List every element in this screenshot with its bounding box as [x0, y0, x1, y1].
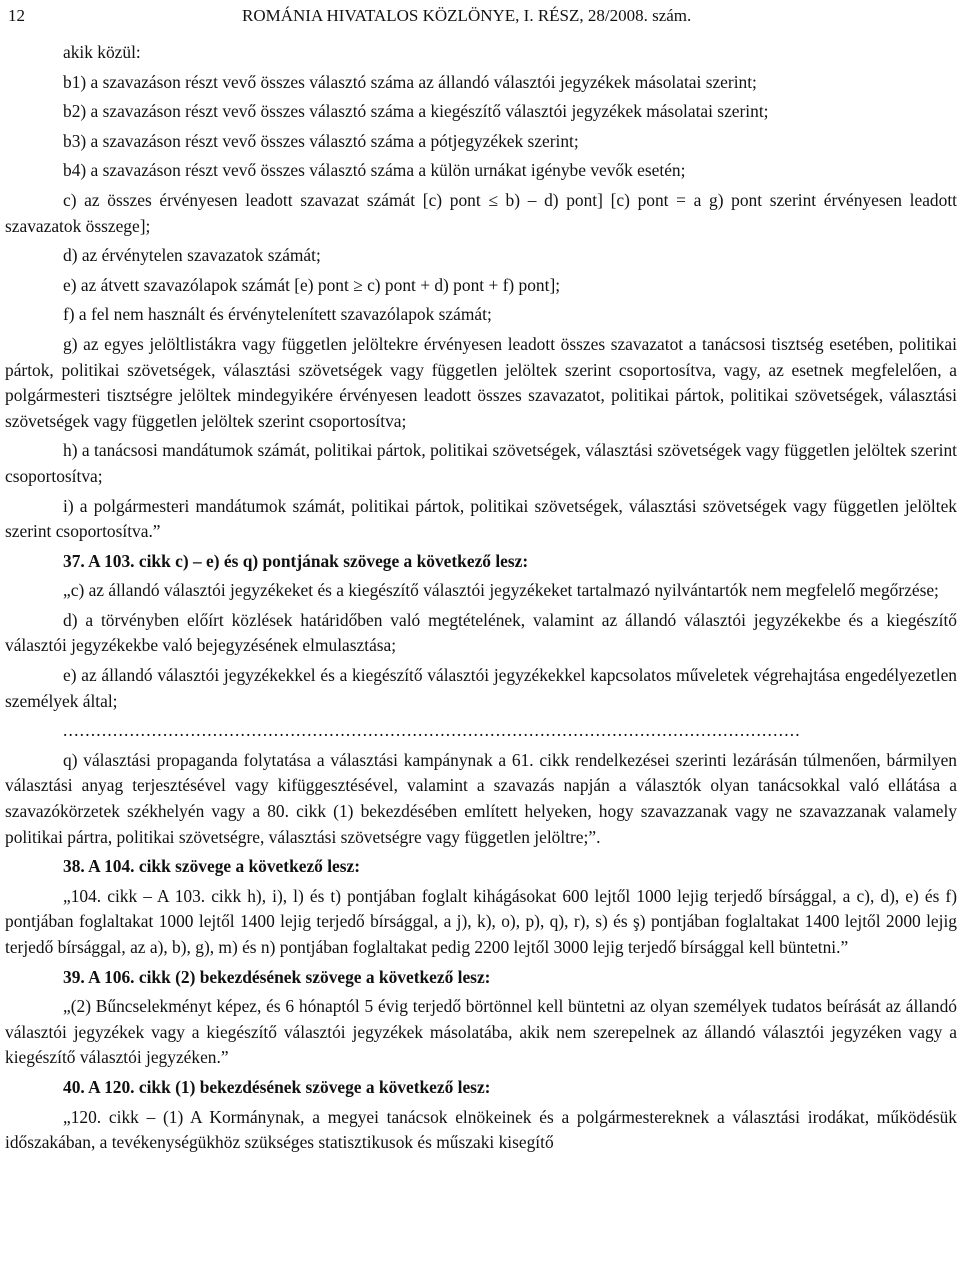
paragraph-intro: akik közül:	[63, 42, 141, 62]
section-heading-40: 40. A 120. cikk (1) bekezdésének szövege a következő lesz:	[63, 1076, 491, 1097]
list-item-h: h) a tanácsosi mandátumok számát, politikai pártok, politikai szövetségek, választási szövetségek vagy független jelöltek szerint csoportosítva;	[5, 440, 957, 486]
article-104-text: „104. cikk – A 103. cikk h), i), l) és t) pontjában foglalt kihágásokat 600 lejtől 1000 lejig terjedő bírsággal, a c), d), e) és f) pontjában foglaltakat 1000 lejtől 1400 lejig terjedő bírsággal, a j), k), o), p), q), r), s) és ş) pontjában foglaltakat 1400 lejtől 2000 lejig terjedő bírsággal, az a), b), g), m) és n) pontjában foglaltakat pedig 2200 lejtől 3000 lejig terjedő bírsággal kell büntetni.”	[5, 885, 957, 957]
section-heading-38: 38. A 104. cikk szövege a következő lesz:	[63, 856, 361, 877]
list-item-b3: b3) a szavazáson részt vevő összes választó száma a pótjegyzékek szerint;	[63, 130, 579, 151]
list-item-e: e) az átvett szavazólapok számát [e) pont ≥ c) pont + d) pont + f) pont];	[63, 274, 561, 295]
page-number: 12	[8, 6, 25, 25]
list-item-b4: b4) a szavazáson részt vevő összes választó száma a külön urnákat igénybe vevők esetén;	[63, 160, 686, 181]
amendment-c: „c) az állandó választói jegyzékeket és a kiegészítő választói jegyzékeket tartalmazó nyilvántartók nem megfelelő megőrzése;	[63, 580, 939, 601]
article-120-text: „120. cikk – (1) A Kormánynak, a megyei tanácsok elnökeinek és a polgármestereknek a választási irodákat, működésük időszakában, a tevékenységükhöz szükséges statisztikusok és műszaki kisegítő	[5, 1106, 957, 1153]
section-heading-37: 37. A 103. cikk c) – e) és q) pontjának szövege a következő lesz:	[63, 550, 529, 571]
article-106-text: „(2) Bűncselekményt képez, és 6 hónaptól 5 évig terjedő börtönnel kell büntetni az olyan személyek tudatos beírását az állandó választói jegyzékek vagy a kiegészítő választói jegyzékek másolatába, akik nem szerepelnek az állandó választói jegyzéken vagy a kiegészítő választói jegyzéken.”	[5, 996, 957, 1068]
amendment-e: e) az állandó választói jegyzékekkel és a kiegészítő választói jegyzékekkel kapcsolatos műveletek végrehajtása engedélyezetlen személyek által;	[5, 665, 957, 711]
list-item-b2: b2) a szavazáson részt vevő összes választó száma a kiegészítő választói jegyzékek másolatai szerint;	[63, 101, 769, 122]
list-item-i: i) a polgármesteri mandátumok számát, politikai pártok, politikai szövetségek, választási szövetségek vagy független jelöltek szerint csoportosítva.”	[5, 495, 957, 542]
list-item-d: d) az érvénytelen szavazatok számát;	[63, 245, 321, 266]
section-heading-39: 39. A 106. cikk (2) bekezdésének szövege a következő lesz:	[63, 966, 491, 987]
list-item-c: c) az összes érvényesen leadott szavazat számát [c) pont ≤ b) – d) pont] [c) pont = a g) pont szerint érvényesen leadott szavazatok összege];	[5, 189, 957, 236]
ellipsis-separator: .....................................................................................................................................	[63, 720, 801, 741]
list-item-g: g) az egyes jelöltlistákra vagy független jelöltekre érvényesen leadott összes szavazatot a tanácsosi tisztség esetében, politikai pártok, politikai szövetségek, választási szövetségek vagy független jelöltek szerint csoportosítva, vagy, az esetnek megfelelően, a polgármesteri tisztségre jelöltek mindegyikére érvényesen leadott összes szavazatot, politikai pártok, politikai szövetségek, választási szövetségek vagy független jelöltek szerint csoportosítva;	[5, 333, 957, 431]
list-item-f: f) a fel nem használt és érvénytelenített szavazólapok számát;	[63, 304, 492, 325]
amendment-d: d) a törvényben előírt közlések határidőben való megtételének, valamint az állandó választói jegyzékekbe és a kiegészítő választói jegyzékekbe való bejegyzésének elmulasztása;	[5, 609, 957, 656]
running-title: ROMÁNIA HIVATALOS KÖZLÖNYE, I. RÉSZ, 28/2008. szám.	[242, 6, 692, 25]
document-body	[5, 40, 957, 1156]
list-item-b1: b1) a szavazáson részt vevő összes választó száma az állandó választói jegyzékek másolatai szerint;	[63, 71, 757, 92]
amendment-q: q) választási propaganda folytatása a választási kampánynak a 61. cikk rendelkezései szerinti lezárásán túlmenően, bármilyen választási anyag terjesztésével vagy kifüggesztésével, valamint a szavazás napján a választók olyan tanácsokkal való ellátása a szavazókörzetek székhelyén vagy a 80. cikk (1) bekezdésében említett helyeken, hogy szavazzanak vagy ne szavazzanak valamely politikai pártra, politikai szövetségre, választási szövetségre vagy független jelöltre;”.	[5, 749, 957, 847]
